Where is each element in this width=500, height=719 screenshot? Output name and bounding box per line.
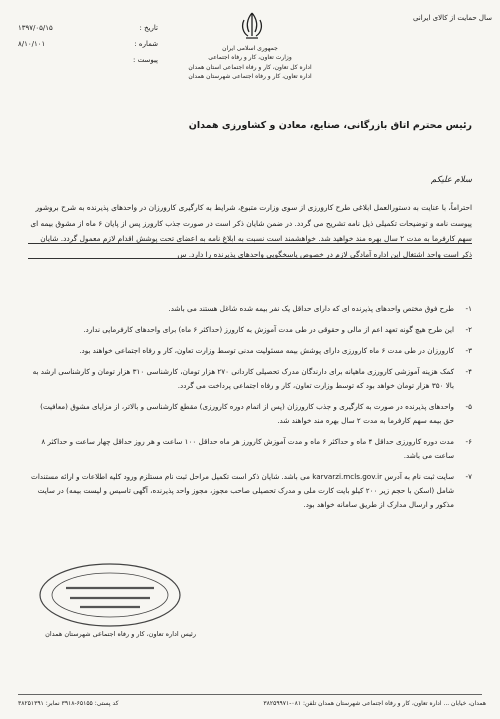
item-text: این طرح هیچ گونه تعهد اعم از مالی و حقوقی در طی مدت آموزش به کارورز (حداکثر ۶ ماه) برای واحدهای کارفرمایی ندارد. (83, 325, 454, 334)
signer-title: رئیس اداره تعاون، کار و رفاه اجتماعی شهرستان همدان (45, 630, 196, 638)
item-text: مدت دوره کارورزی حداقل ۴ ماه و حداکثر ۶ ماه و مدت آموزش کارورز هر ماه حداقل ۱۰۰ ساعت و هر روز حداقل چهار ساعت و حداکثر ۸ ساعت می باشد. (41, 437, 454, 460)
attach-row (18, 56, 158, 64)
item-text: طرح فوق مختص واحدهای پذیرنده ای که دارای حداقل یک نفر بیمه شده شاغل هستند می باشد. (168, 304, 454, 313)
org-line: وزارت تعاون، کار و رفاه اجتماعی (208, 54, 292, 62)
org-line: اداره کل تعاون، کار و رفاه اجتماعی استان همدان (188, 63, 312, 71)
iran-emblem-icon (234, 10, 270, 44)
list-item (28, 400, 472, 428)
item-number: ۶- (465, 437, 472, 446)
item-number: ۲- (465, 325, 472, 334)
fax-text: نمابر: ۳۸۲۵۱۳۹۱ (18, 700, 60, 707)
date-label: تاریخ : (139, 24, 158, 32)
org-line: جمهوری اسلامی ایران (222, 45, 278, 52)
body-paragraph: احتراماً، با عنایت به دستورالعمل ابلاغی طرح کارورزی از سوی وزارت متبوع، شرایط به کارگیری کارورزان در واحدهای پذیرنده به شرح بروشور پیوست نامه و توضیحات تکمیلی ذیل نامه تشریح می گردد. در ضمن شایان ذکر است در صورت جذب کارورز پس از پایان ۶ ماه از مشوق بیمه ای سهم کارفرما به مدت ۲ سال بهره مند خواهید شد. خواهشمند است نسبت به ابلاغ نامه به اعضای تحت پوشش اقدام لازم معمول گردد. شایان ذکر است واحد اشتغال این اداره آمادگی لازم در خصوص پاسخگویی واحدهای پذیرنده را دارد. س (30, 203, 472, 259)
list-item (28, 470, 472, 512)
attach-label: پیوست : (133, 56, 158, 64)
number-value: ۸/۱۰/۱۰۱ (18, 40, 46, 48)
phone-text: تلفن: ۰۸۱-۳۸۲۵۹۹۷۱ (263, 700, 317, 707)
item-number: ۴- (465, 367, 472, 376)
item-number: ۳- (465, 346, 472, 355)
footer-address (263, 700, 486, 707)
underline-mark (28, 243, 472, 244)
postal-code: کد پستی: ۶۵۱۵۵-۳۹۱۸ (61, 700, 119, 707)
date-row (18, 24, 158, 32)
letter-meta (18, 24, 158, 72)
organization-header (150, 44, 350, 81)
signature-block (36, 630, 196, 638)
footer (0, 690, 500, 719)
official-seal-icon (36, 560, 184, 630)
address-text: همدان، خیابان ... اداره تعاون، کار و رفاه اجتماعی شهرستان همدان (318, 700, 486, 707)
underline-mark (28, 258, 472, 259)
list-item (28, 365, 472, 393)
list-item (28, 302, 472, 316)
item-text: کمک هزینه آموزشی کارورزی ماهیانه برای دارندگان مدرک تحصیلی کاردانی ۲۷۰ هزار تومان، کارشناسی ۳۱۰ هزار تومان و کارشناسی ارشد به بالا ۳۵۰ هزار تومان خواهد بود که توسط وزارت تعاون، کار و رفاه اجتماعی پرداخت می گردد. (32, 367, 454, 390)
item-number: ۱- (465, 304, 472, 313)
greeting: سلام علیکم (431, 175, 472, 185)
number-label: شماره : (134, 40, 158, 48)
list-item (28, 344, 472, 358)
conditions-list (28, 302, 472, 519)
list-item (28, 435, 472, 463)
footer-divider (18, 694, 482, 695)
list-item (28, 323, 472, 337)
item-number: ۵- (465, 402, 472, 411)
header-motto (362, 14, 492, 22)
item-text: سایت ثبت نام به آدرس karvarzi.mcls.gov.ir می باشد. شایان ذکر است تکمیل مراحل ثبت نام مستلزم ورود کلیه اطلاعات و ارائه مستندات شامل (اسکن با حجم زیر ۲۰۰ کیلو بایت کارت ملی و مدرک تحصیلی صاحب مجوز، مجوز واحد پذیرنده، آگهی تاسیس و لیست بیمه) در سایت مذکور و ارسال مدارک از طریق سامانه خواهد بود. (31, 472, 454, 509)
footer-codes (18, 700, 118, 707)
addressee: رئیس محترم اتاق بازرگانی، صنایع، معادن و کشاورزی همدان (188, 120, 472, 131)
item-text: کارورزان در طی مدت ۶ ماه کارورزی دارای پوشش بیمه مسئولیت مدنی توسط وزارت تعاون، کار و رفاه اجتماعی خواهند بود. (79, 346, 454, 355)
number-row (18, 40, 158, 48)
date-value: ۱۳۹۷/۰۵/۱۵ (18, 24, 53, 32)
year-motto: سال حمایت از کالای ایرانی (412, 14, 492, 22)
org-line: اداره تعاون، کار و رفاه اجتماعی شهرستان همدان (188, 72, 312, 80)
item-number: ۷- (465, 472, 472, 481)
item-text: واحدهای پذیرنده در صورت به کارگیری و جذب کارورزان (پس از اتمام دوره کارورزی) مقطع کارشناسی و بالاتر، از مزایای مشوق (معافیت) حق بیمه سهم کارفرما به مدت ۲ سال بهره مند خواهند شد. (40, 402, 454, 425)
